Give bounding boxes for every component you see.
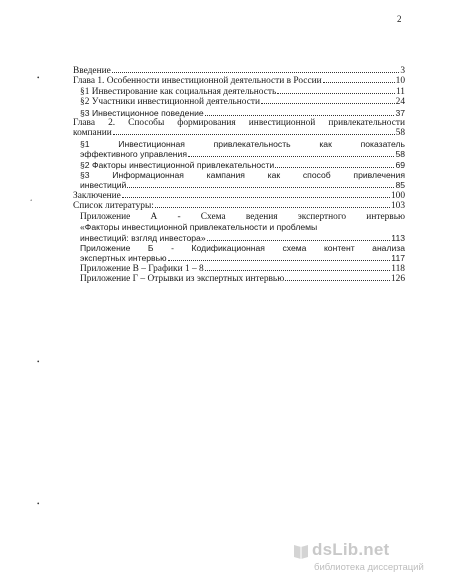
- toc-label: §1 Инвестирование как социальная деятельность: [80, 86, 277, 97]
- toc-label-line: инвестиций: взгляд инвестора»: [80, 232, 206, 243]
- toc-entry-chapter-1[interactable]: [73, 76, 405, 86]
- toc-entry-appendix-g[interactable]: [73, 274, 405, 284]
- dot-leader: [205, 115, 395, 116]
- toc-page: 100: [390, 190, 405, 201]
- toc-entry-ch1-s1[interactable]: [73, 87, 405, 97]
- toc-entry-conclusion[interactable]: [73, 191, 405, 201]
- toc-label-line: §1 Инвестиционная привлекательность как показатель: [80, 138, 405, 149]
- toc-page: 10: [395, 76, 405, 87]
- toc-entry-appendix-a[interactable]: [73, 212, 405, 243]
- dot-leader: [188, 156, 394, 157]
- toc-label: §3 Инвестиционное поведение: [80, 107, 204, 118]
- toc-page: 85: [395, 180, 405, 191]
- dot-leader: [277, 93, 395, 94]
- toc-page: 118: [391, 263, 405, 274]
- toc-label-line: «Факторы инвестиционной привлекательности и проблемы: [80, 222, 318, 233]
- watermark-subtitle: библиотека диссертаций: [314, 562, 424, 573]
- dot-leader: [207, 240, 391, 241]
- toc-label-line: §3 Информационная кампания как способ привлечения: [80, 170, 405, 181]
- toc-page: 58: [395, 149, 405, 160]
- toc-label: Приложение Г – Отрывки из экспертных интервью: [80, 274, 285, 285]
- scan-mark: •: [37, 74, 40, 82]
- dot-leader: [285, 280, 390, 281]
- toc-label: Приложение В – Графики 1 – 8: [80, 263, 204, 274]
- toc-page: 126: [390, 274, 405, 285]
- toc-label-line: Приложение Б - Кодификационная схема контент анализа: [80, 242, 405, 253]
- dot-leader: [127, 187, 394, 188]
- toc-label: §2 Участники инвестиционной деятельности: [80, 97, 260, 108]
- dot-leader: [122, 197, 390, 198]
- watermark: [292, 540, 442, 576]
- toc-entry-chapter-2[interactable]: [73, 118, 405, 139]
- toc-page: 3: [400, 66, 405, 76]
- toc-entry-ch1-s2[interactable]: [73, 97, 405, 107]
- toc-page: 117: [391, 253, 405, 264]
- table-of-contents: [73, 66, 405, 285]
- toc-entry-ch2-s3[interactable]: [73, 170, 405, 191]
- toc-page: 24: [395, 97, 405, 108]
- toc-label-line: инвестиций: [80, 180, 127, 191]
- toc-page: 58: [395, 128, 405, 139]
- toc-label: Заключение: [73, 190, 121, 201]
- dot-leader: [205, 270, 391, 271]
- toc-page: 103: [390, 201, 405, 212]
- scan-mark: •: [37, 500, 40, 508]
- toc-label: Список литературы:: [73, 201, 154, 212]
- toc-entry-ch2-s2[interactable]: [73, 160, 405, 170]
- toc-entry-ch1-s3[interactable]: [73, 108, 405, 118]
- toc-page: 113: [391, 232, 405, 243]
- dot-leader: [112, 72, 400, 73]
- scan-mark: ʻ: [30, 198, 33, 206]
- toc-label-line: Глава 2. Способы формирования инвестиционной привлекательности: [73, 118, 405, 129]
- toc-label-line: эффективного управления: [80, 149, 187, 160]
- toc-label: §2 Факторы инвестиционной привлекательности: [80, 159, 275, 170]
- page-number: 2: [397, 14, 402, 24]
- dot-leader: [168, 260, 391, 261]
- toc-label-line: Приложение А - Схема ведения экспертного интервью: [80, 211, 405, 222]
- dot-leader: [113, 134, 395, 135]
- scan-mark: •: [37, 358, 40, 366]
- toc-entry-intro[interactable]: [73, 66, 405, 76]
- toc-entry-references[interactable]: [73, 201, 405, 211]
- book-icon: [292, 542, 310, 560]
- toc-entry-appendix-v[interactable]: [73, 264, 405, 274]
- dot-leader: [155, 207, 390, 208]
- toc-entry-appendix-b[interactable]: [73, 243, 405, 264]
- toc-label-line: экспертных интервью: [80, 253, 167, 264]
- dot-leader: [261, 103, 395, 104]
- toc-page: 69: [395, 159, 405, 170]
- watermark-logo: dsLib.net: [312, 540, 390, 559]
- toc-label: Введение: [73, 66, 111, 76]
- dot-leader: [323, 82, 395, 83]
- toc-label: Глава 1. Особенности инвестиционной деятельности в России: [73, 76, 322, 87]
- toc-label-line: компании: [73, 128, 112, 139]
- toc-entry-ch2-s1[interactable]: [73, 139, 405, 160]
- toc-page: 11: [395, 86, 405, 97]
- dot-leader: [275, 167, 394, 168]
- toc-page: 37: [395, 107, 405, 118]
